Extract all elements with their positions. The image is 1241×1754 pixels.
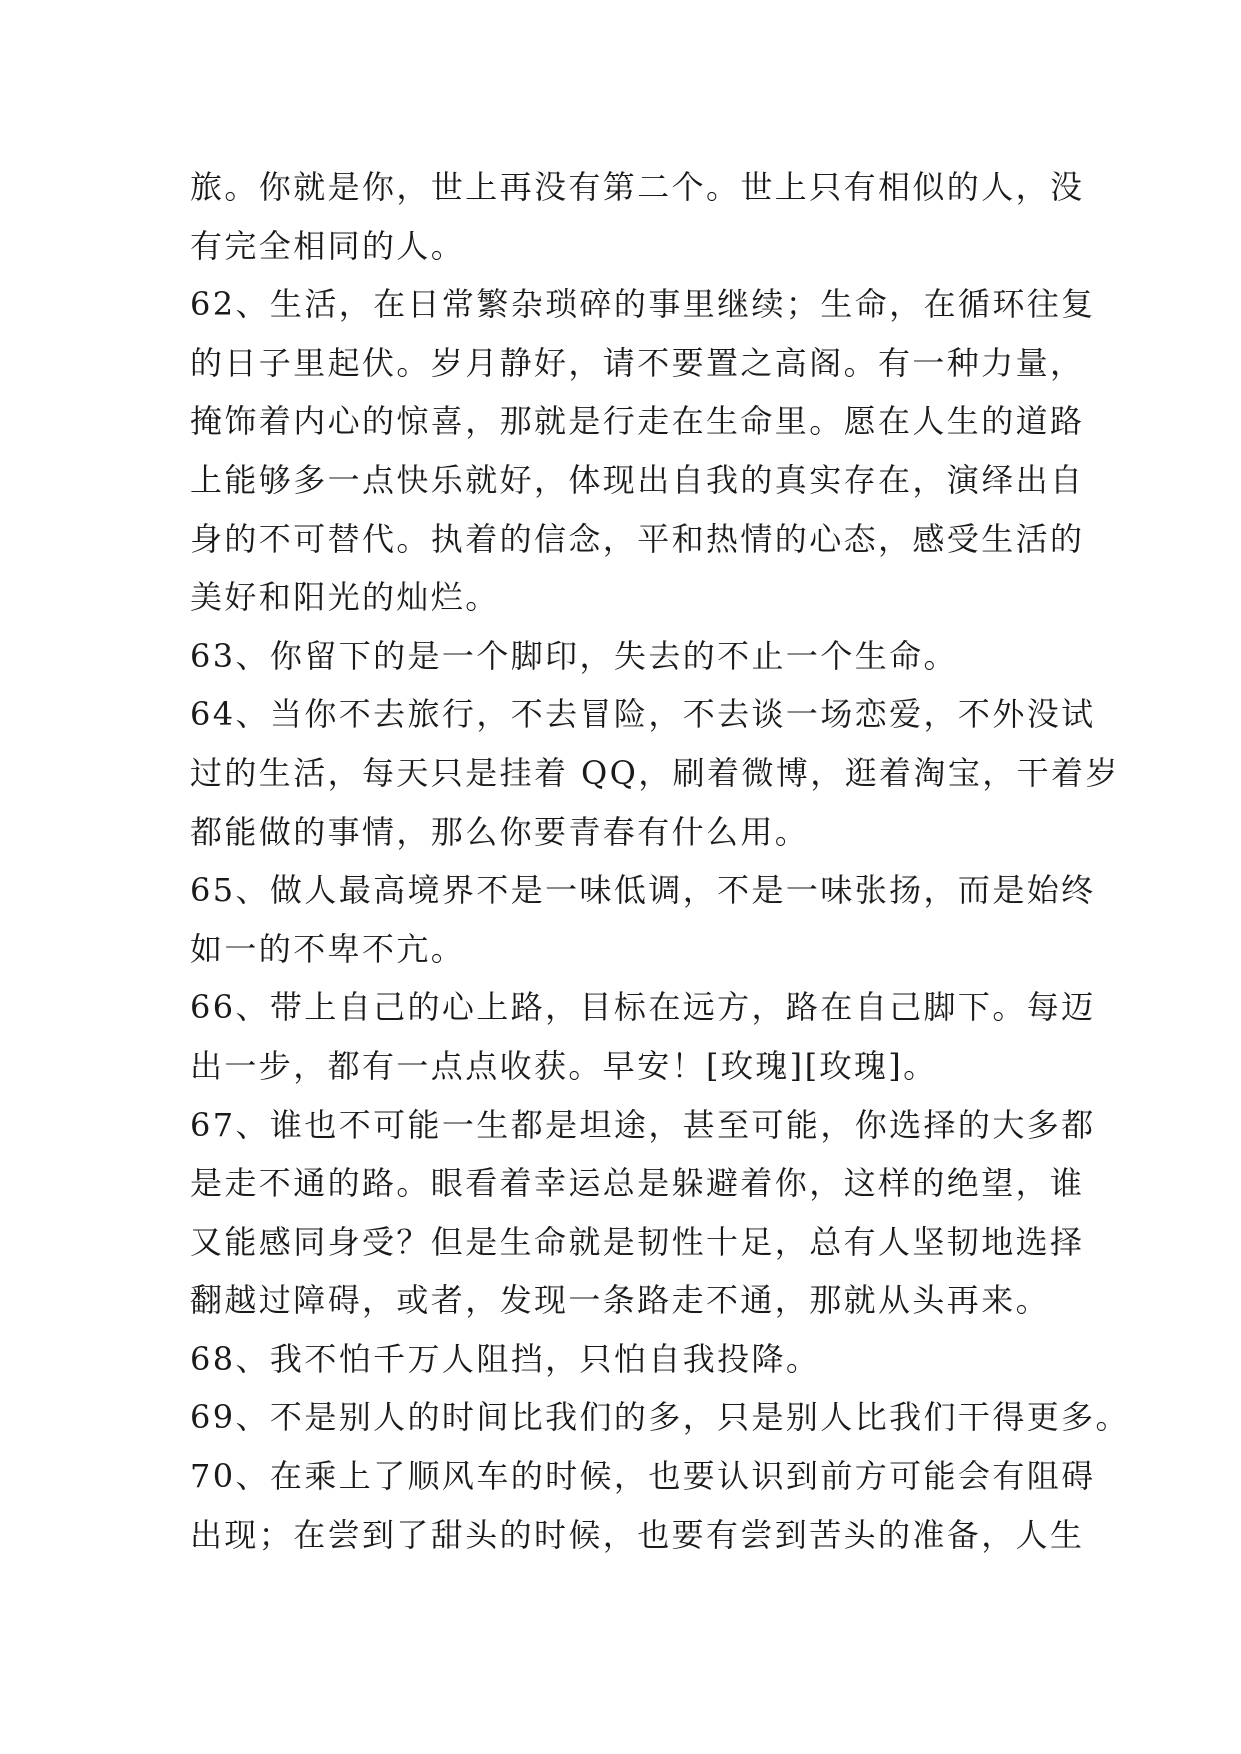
text-line: 有完全相同的人。 xyxy=(190,226,466,265)
text-line: 如一的不卑不亢。 xyxy=(190,929,466,968)
text-line: 美好和阳光的灿烂。 xyxy=(190,578,500,617)
text-line: 65、做人最高境界不是一味低调，不是一味张扬，而是始终 xyxy=(190,871,1096,910)
text-line: 69、不是别人的时间比我们的多，只是别人比我们干得更多。 xyxy=(190,1398,1130,1437)
text-line: 是走不通的路。眼看着幸运总是躲避着你，这样的绝望，谁 xyxy=(190,1164,1085,1203)
text-line: 66、带上自己的心上路，目标在远方，路在自己脚下。每迈 xyxy=(190,988,1096,1027)
text-line: 出现；在尝到了甜头的时候，也要有尝到苦头的准备，人生 xyxy=(190,1515,1085,1554)
text-line: 又能感同身受？但是生命就是韧性十足，总有人坚韧地选择 xyxy=(190,1222,1085,1261)
text-line: 过的生活，每天只是挂着 QQ，刷着微博，逛着淘宝，干着岁 xyxy=(190,753,1120,792)
text-line: 都能做的事情，那么你要青春有什么用。 xyxy=(190,812,810,851)
text-line: 62、生活，在日常繁杂琐碎的事里继续；生命，在循环往复 xyxy=(190,285,1096,324)
body-text xyxy=(190,158,1130,1564)
text-line: 身的不可替代。执着的信念，平和热情的心态，感受生活的 xyxy=(190,519,1085,558)
text-line: 67、谁也不可能一生都是坦途，甚至可能，你选择的大多都 xyxy=(190,1105,1096,1144)
text-line: 翻越过障碍，或者，发现一条路走不通，那就从头再来。 xyxy=(190,1281,1051,1320)
text-line: 70、在乘上了顺风车的时候，也要认识到前方可能会有阻碍 xyxy=(190,1457,1096,1496)
text-line: 上能够多一点快乐就好，体现出自我的真实存在，演绎出自 xyxy=(190,460,1085,499)
text-line: 的日子里起伏。岁月静好，请不要置之高阁。有一种力量， xyxy=(190,343,1085,382)
text-line: 掩饰着内心的惊喜，那就是行走在生命里。愿在人生的道路 xyxy=(190,402,1085,441)
text-line: 64、当你不去旅行，不去冒险，不去谈一场恋爱，不外没试 xyxy=(190,695,1096,734)
text-line: 旅。你就是你，世上再没有第二个。世上只有相似的人，没 xyxy=(190,168,1085,206)
text-line: 68、我不怕千万人阻挡，只怕自我投降。 xyxy=(190,1339,821,1378)
text-line: 出一步，都有一点点收获。早安！[玫瑰][玫瑰]。 xyxy=(190,1046,938,1085)
text-line: 63、你留下的是一个脚印，失去的不止一个生命。 xyxy=(190,636,958,675)
